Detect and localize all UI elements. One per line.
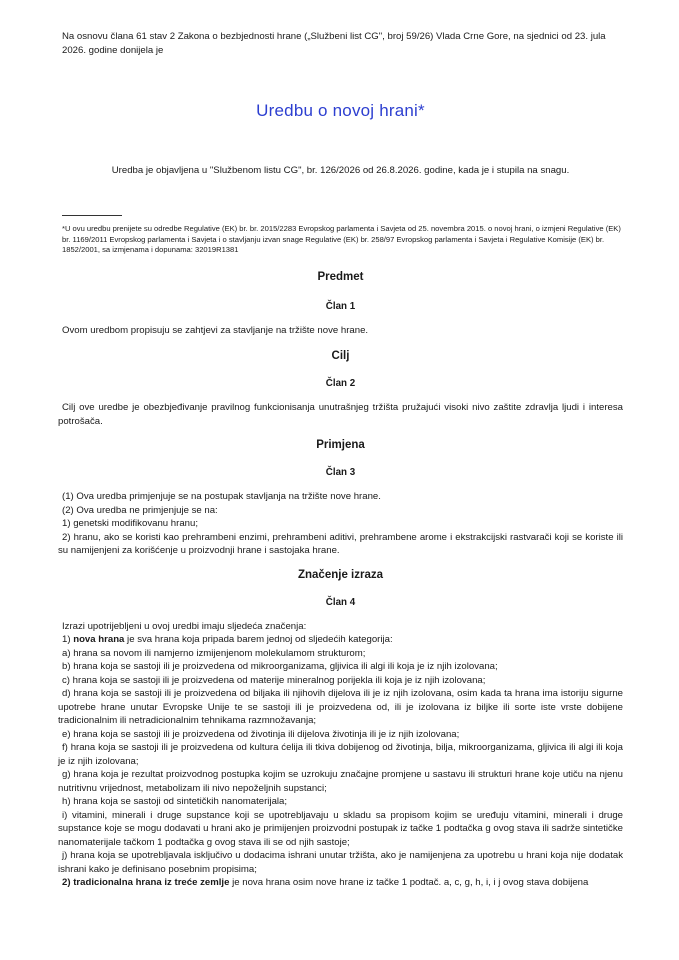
definition-1 <box>58 633 623 647</box>
article-1-paragraph: Ovom uredbom propisuju se zahtjevi za stavljanje na tržište nove hrane. <box>62 324 369 336</box>
definition-item-d: d) hrana koja se sastoji ili je proizvedena od biljaka ili njihovih dijelova ili je iz njih izolovana, osim kada ta hrana ima istoriju sigurne upotrebe hrane unutar Evropske Unije te se sastoji ili je proizvedena od, ili je izolovana iz biljke ili sorte iste vrste dobijene tradicionalnim ili netradicionalnim tehnikama razmnožavanja; <box>58 688 623 727</box>
definition-item-b: b) hrana koja se sastoji ili je proizvedena od mikroorganizama, gljivica ili algi ili koja je iz njih izolovana; <box>62 661 498 673</box>
article-3-item: 1) genetski modifikovanu hranu; <box>62 518 198 530</box>
definition-item-c: c) hrana koja se sastoji ili je proizvedena od materije mineralnog porijekla ili koja je iz njih izolovana; <box>62 674 486 686</box>
footnote-divider <box>62 215 122 216</box>
article-2-paragraph: Cilj ove uredbe je obezbjeđivanje pravilnog funkcionisanja unutrašnjeg tržišta pružajući visoki nivo zaštite zdravlja ljudi i interesa potrošača. <box>58 402 623 427</box>
definition-term: nova hrana <box>73 634 125 646</box>
definition-item-g: g) hrana koja je rezultat proizvodnog postupka kojim se uzrokuju značajne promjene u sastavu ili strukturi hrane koje utiču na njenu nutritivnu vrijednost, metabolizam ili nivo nepoželjnih supstanci; <box>58 769 623 794</box>
definition-2 <box>58 876 623 890</box>
definition-item-h: h) hrana koja se sastoji od sintetičkih nanomaterijala; <box>62 796 288 808</box>
article-3-paragraph: (2) Ova uredba ne primjenjuje se na: <box>62 504 218 516</box>
article-heading-3: Član 3 <box>325 467 356 479</box>
definition-item-a: a) hrana sa novom ili namjerno izmijenjenom molekulamom strukturom; <box>62 647 366 659</box>
section-heading-znacenje: Značenje izraza <box>297 568 383 581</box>
article-4-intro: Izrazi upotrijebljeni u ovoj uredbi imaju sljedeća značenja: <box>62 620 307 632</box>
definition-text: je sva hrana koja pripada barem jednoj od sljedećih kategorija: <box>124 634 393 646</box>
definition-item-i: i) vitamini, minerali i druge supstance koji se upotrebljavaju u skladu sa propisom kojim se uređuju vitamini, minerali i druge supstance koje se mogu dodavati u hrani ako je primijenjen proizvodni postupak iz tačke 1 podtačka g ovog stava ili sadrže sintetičke nanomaterijale tačkom 1 podtačka g ovog stava ili se od njih sastoje; <box>58 809 623 848</box>
definition-text: je nova hrana osim nove hrane iz tačke 1 podtač. a, c, g, h, i, i j ovog stava dobijena <box>229 877 589 889</box>
section-heading-predmet: Predmet <box>317 270 364 283</box>
article-heading-4: Član 4 <box>325 596 356 608</box>
footnote: *U ovu uredbu prenijete su odredbe Regulative (EK) br. br. 2015/2283 Evropskog parlamenta i Savjeta od 25. novembra 2015. o novoj hrani, o izmjeni Regulative (EK) br. 1169/2011 Evropskog parlamenta i Savjeta i o stavljanju izvan snage Regulative (EK) br. 258/97 Evropskog parlamenta i Savjeta i Regulative Komisije (EK) br. 1852/2001, sa izmjenama i dopunama: 32019R1381 <box>62 224 621 255</box>
article-3-body <box>58 490 623 558</box>
section-heading-cilj: Cilj <box>331 350 350 363</box>
article-3-item: 2) hranu, ako se koristi kao prehrambeni enzimi, prehrambeni aditivi, prehrambene arome i ekstrakcijski rastvarači koji se koriste ili su namijenjeni za korišćenje u proizvodnji hrane i sastojaka hrane. <box>58 531 623 557</box>
definition-item-f: f) hrana koja se sastoji ili je proizvedena od kultura ćelija ili tkiva dobijenog od životinja, bilja, mikroorganizama, gljivica ili algi ili koja je iz njih izolovana; <box>58 742 623 767</box>
preamble: Na osnovu člana 61 stav 2 Zakona o bezbjednosti hrane („Službeni list CG", broj 59/26) Vlada Crne Gore, na sjednici od 23. jula 2026. godine donijela je <box>62 31 606 56</box>
definition-term: tradicionalna hrana iz treće zemlje <box>73 877 230 889</box>
article-heading-1: Član 1 <box>325 300 356 312</box>
definition-number: 1) <box>62 634 71 646</box>
article-heading-2: Član 2 <box>325 378 356 390</box>
definition-item-j: j) hrana koja se upotrebljavala isključivo u dodacima ishrani unutar tržišta, ako je namijenjena za upotrebu u hrani koja nije dodatak ishrani kako je definisano posebnim propisima; <box>58 850 623 875</box>
section-heading-primjena: Primjena <box>316 439 365 452</box>
article-4-body <box>58 620 623 890</box>
definition-item-e: e) hrana koja se sastoji ili je proizvedena od životinja ili dijelova životinja ili je iz njih izolovana; <box>62 728 460 740</box>
article-3-paragraph: (1) Ova uredba primjenjuje se na postupak stavljanja na tržište nove hrane. <box>62 491 381 503</box>
publication-note: Uredba je objavljena u "Službenom listu CG", br. 126/2026 od 26.8.2026. godine, kada je i stupila na snagu. <box>111 165 570 176</box>
page-title: Uredbu o novoj hrani* <box>256 101 425 120</box>
definition-number: 2) <box>62 877 71 889</box>
